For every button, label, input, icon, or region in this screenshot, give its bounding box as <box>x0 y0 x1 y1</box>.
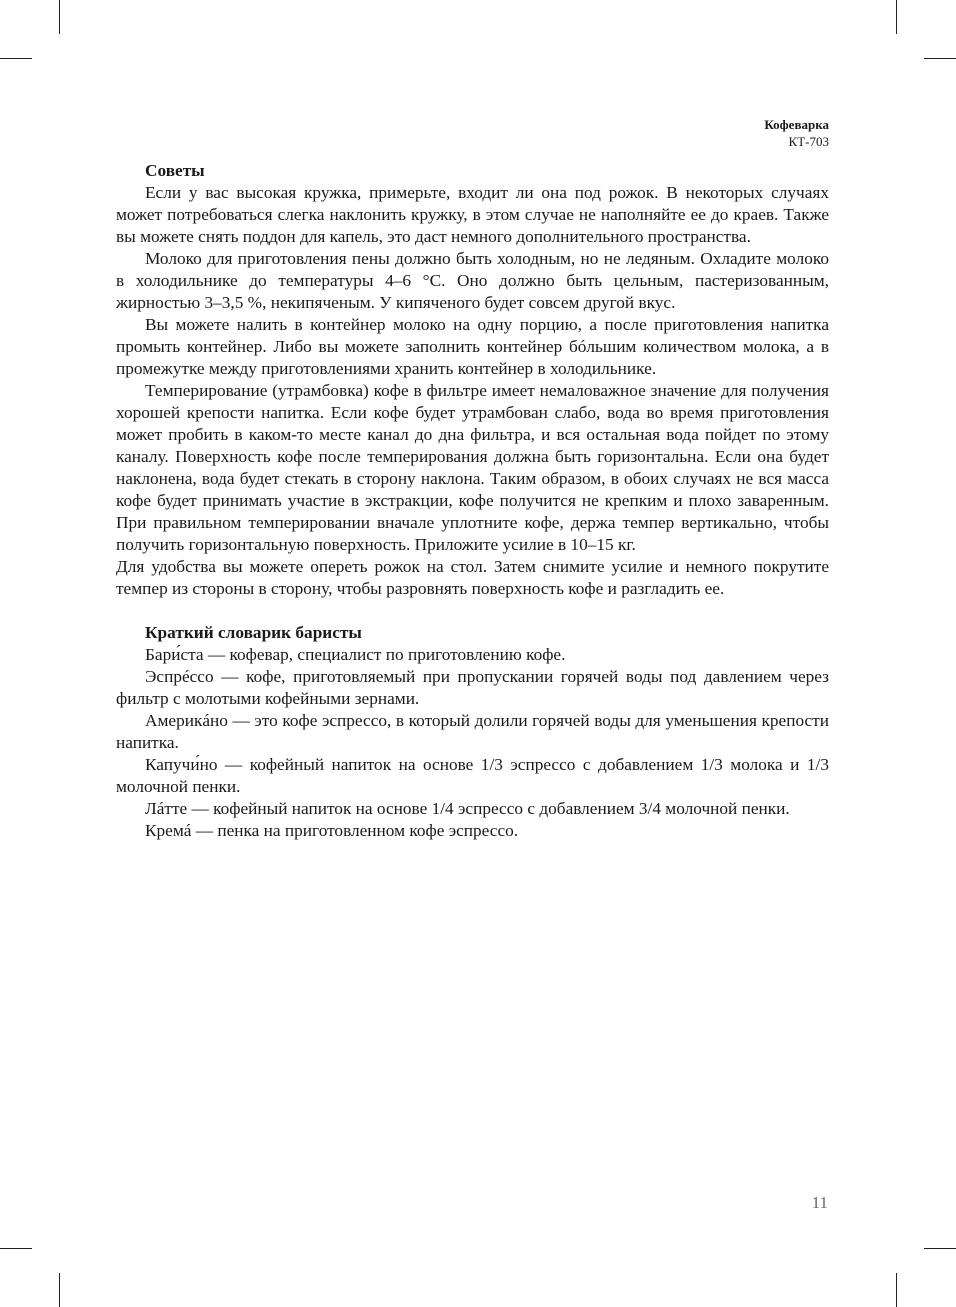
crop-mark-top-left-h <box>0 58 32 59</box>
header-title: Кофеварка <box>764 117 829 132</box>
glossary-entry: Америкáно — это кофе эспрессо, в который долили горячей воды для уменьшения крепости напитка. <box>116 711 829 752</box>
crop-mark-top-left <box>59 0 60 34</box>
crop-mark-top-right <box>896 0 897 34</box>
crop-mark-bottom-right <box>896 1273 897 1307</box>
glossary-entry: Эспрéссо — кофе, приготовляемый при пропускании горячей воды под давлением через фильтр с молотыми кофейными зернами. <box>116 667 829 708</box>
section-gap <box>116 600 829 622</box>
glossary-entry: Бари́ста — кофевар, специалист по приготовлению кофе. <box>145 645 566 664</box>
header-model: КТ-703 <box>788 134 829 149</box>
glossary-heading: Краткий словарик баристы <box>145 623 362 642</box>
glossary-entry: Кремá — пенка на приготовленном кофе эспрессо. <box>145 821 519 840</box>
crop-mark-top-right-h <box>924 58 956 59</box>
running-header <box>764 116 829 150</box>
crop-mark-bottom-right-h <box>924 1248 956 1249</box>
tips-paragraph: Вы можете налить в контейнер молоко на одну порцию, а после приготовления напитка промыть контейнер. Либо вы можете заполнить контейнер бóльшим количеством молока, а в промежутке между приготовлениями хранить контейнер в холодильнике. <box>116 315 829 378</box>
tips-heading: Советы <box>145 161 205 180</box>
tips-paragraph: Молоко для приготовления пены должно быть холодным, но не ледяным. Охладите молоко в холодильнике до температуры 4–6 °С. Оно должно быть цельным, пастеризованным, жирностью 3–3,5 %, некипяченым. У кипяченого будет совсем другой вкус. <box>116 249 829 312</box>
crop-mark-bottom-left <box>59 1273 60 1307</box>
crop-mark-bottom-left-h <box>0 1248 32 1249</box>
tips-paragraph: Для удобства вы можете опереть рожок на стол. Затем снимите усилие и немного покрутите темпер из стороны в сторону, чтобы разровнять поверхность кофе и разгладить ее. <box>116 557 829 598</box>
page-content <box>116 160 829 842</box>
glossary-entry: Капучи́но — кофейный напиток на основе 1/3 эспрессо с добавлением 1/3 молока и 1/3 молочной пенки. <box>116 755 829 796</box>
page-number: 11 <box>811 1193 828 1212</box>
tips-paragraph: Если у вас высокая кружка, примерьте, входит ли она под рожок. В некоторых случаях может потребоваться слегка наклонить кружку, в этом случае не наполняйте ее до краев. Также вы можете снять поддон для капель, это даст немного дополнительного пространства. <box>116 183 829 246</box>
glossary-entry: Лáтте — кофейный напиток на основе 1/4 эспрессо с добавлением 3/4 молочной пенки. <box>145 799 790 818</box>
tips-paragraph: Темперирование (утрамбовка) кофе в фильтре имеет немаловажное значение для получения хорошей крепости напитка. Если кофе будет утрамбован слабо, вода во время приготовления может пробить в каком-то месте канал до дна фильтра, и вся остальная вода пойдет по этому каналу. Поверхность кофе после темперирования должна быть горизонтальна. Если она будет наклонена, вода будет стекать в сторону наклона. Таким образом, в обоих случаях не вся масса кофе будет принимать участие в экстракции, кофе получится не крепким и плохо заваренным. При правильном темперировании вначале уплотните кофе, держа темпер вертикально, чтобы получить горизонтальную поверхность. Приложите усилие в 10–15 кг. <box>116 381 829 554</box>
